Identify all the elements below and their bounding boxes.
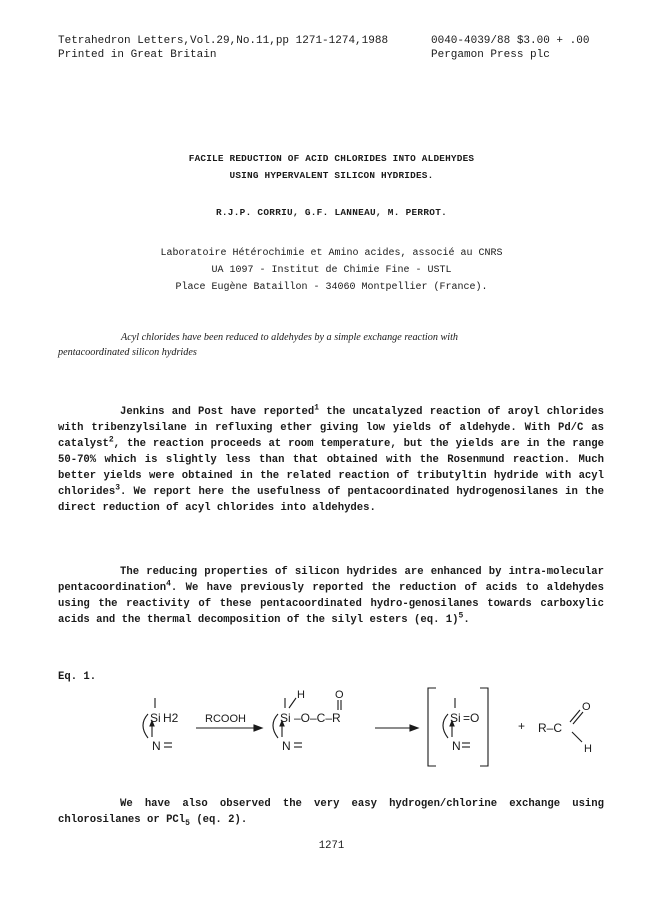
reactant-h2: H2 [163,711,179,725]
aldehyde-o: O [582,701,591,713]
title-line-2: USING HYPERVALENT SILICON HYDRIDES. [229,170,434,181]
para2-text-b: . We have previously reported the reduction of acids to aldehydes using the reactivity of these pentacoordinated hydro-genosilanes towards carboxylic acids and the thermal decomposition of the silyl esters (eq. 1) [58,582,604,626]
author-list: R.J.P. CORRIU, G.F. LANNEAU, M. PERROT. [215,207,448,218]
publisher-info [431,34,589,62]
reactant-si: Si [150,711,161,725]
affiliation [0,245,663,296]
pcl5-subscript: 5 [185,819,190,829]
aldehyde-h: H [584,743,592,755]
page-number: 1271 [318,840,345,852]
para1-text-b: the uncatalyzed reaction of aroyl chlorides with tribenzylsilane in refluxing ether giving low yields of aldehyde. With Pd/C as catalyst [58,406,604,450]
para1-text-d: . We report here the usefulness of pentacoordinated hydrogenosilanes in the direct reduction of acyl chlorides into aldehydes. [58,486,604,514]
plus-sign: + [518,719,526,733]
paper-title [0,150,663,184]
reference-5: 5 [458,611,464,621]
affiliation-line-2: UA 1097 - Institut de Chimie Fine - USTL [211,265,452,276]
title-line-1: FACILE REDUCTION OF ACID CHLORIDES INTO ALDEHYDES [188,153,475,164]
paragraph-3 [58,796,604,828]
abstract-line-2: pentacoordinated silicon hydrides [58,347,197,358]
publisher-line: Pergamon Press plc [431,49,550,61]
reference-2: 2 [108,435,114,445]
para3-text-b: (eq. 2). [189,814,248,826]
equation-1-scheme [0,680,663,780]
intermediate-n: N [282,739,291,753]
paragraph-1 [58,404,604,516]
abstract-line-1: Acyl chlorides have been reduced to aldehydes by a simple exchange reaction with [121,332,459,343]
reference-1: 1 [314,403,320,413]
reference-3: 3 [115,483,121,493]
aldehyde-r-c: R–C [538,721,563,735]
affiliation-line-1: Laboratoire Hétérochimie et Amino acides, associé au CNRS [160,248,503,259]
para2-text-c: . [463,614,470,626]
intermediate-linker: –O–C–R [294,711,341,725]
para2-text-a: The reducing properties of silicon hydrides are enhanced by intra-molecular pentacoordination [58,566,604,594]
abstract [58,330,603,360]
intermediate-o: O [335,689,344,701]
intermediate-h: H [297,689,305,701]
intermediate-si: Si [280,711,291,725]
reagent-label: RCOOH [205,713,246,725]
reactant-n: N [152,739,161,753]
price-code-line: 0040-4039/88 $3.00 + .00 [431,35,590,47]
silanone-o: =O [463,711,480,725]
silanone-si: Si [450,711,461,725]
equation-label: Eq. 1. [58,671,97,683]
paragraph-2 [58,564,604,628]
para1-text-a: Jenkins and Post have reported [120,406,315,418]
journal-citation [58,34,388,62]
para1-text-c: , the reaction proceeds at room temperature, but the yields are in the range 50-70% which is slightly less than that obtained with the Rosenmund reaction. Much better yields were obtained in the related reaction of tributyltin hydride with acyl chlorides [58,438,604,498]
printed-in-line: Printed in Great Britain [58,49,217,61]
reference-4: 4 [166,579,171,589]
affiliation-line-3: Place Eugène Bataillon - 34060 Montpellier (France). [175,282,488,293]
silanone-n: N [452,739,461,753]
para3-text-a: We have also observed the very easy hydrogen/chlorine exchange using chlorosilanes or PCl [58,798,604,826]
citation-line: Tetrahedron Letters,Vol.29,No.11,pp 1271-1274,1988 [58,35,389,47]
